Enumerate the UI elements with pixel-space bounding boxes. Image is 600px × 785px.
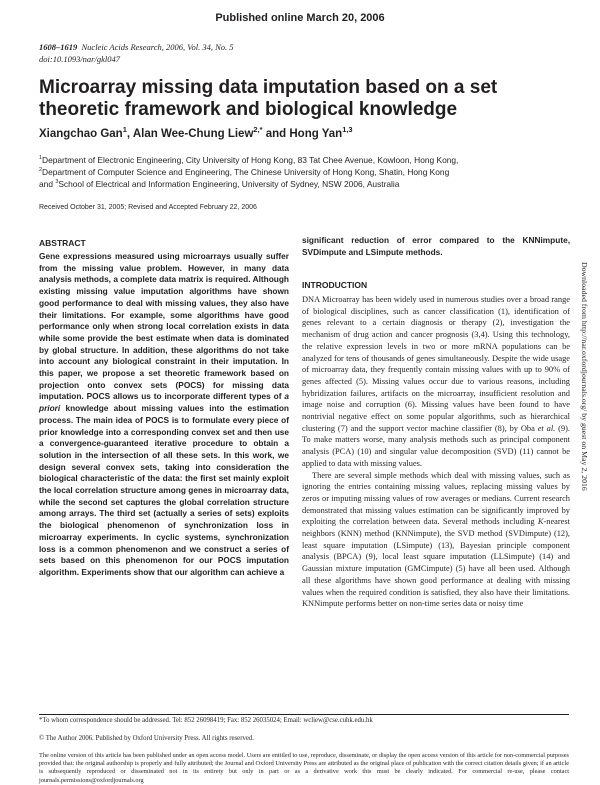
download-suffix: by guest on May 2, 2016 <box>580 411 589 491</box>
published-online-date: Published online March 20, 2006 <box>215 12 385 24</box>
author-name: Alan Wee-Chung Liew <box>132 128 254 140</box>
download-watermark <box>580 262 589 491</box>
affiliation-line <box>39 166 569 178</box>
author-name: Xiangchao Gan <box>39 128 123 140</box>
journal-site-link[interactable]: http://nar.oxfordjournals.org/ <box>580 320 589 412</box>
affiliation-text: Department of Electronic Engineering, City University of Hong Kong, 83 Tat Chee Avenue, Kowloon, Hong Kong, <box>42 155 459 165</box>
abstract-text-part: Gene expressions measured using microarrays usually suffer from the missing value problem. However, in many data analysis methods, a complete data matrix is required. Although existing missing value imputation algorithms have shown good performance to deal with missing values, they also have their limitations. For example, some algorithms have good performance only when strong local correlation exists in data while some provide the best estimate when data is dominated by global structure. In addition, these algorithms do not take into account any biological constraint in their imputation. In this paper, we propose a set theoretic framework based on projection onto convex sets (POCS) for missing data imputation. POCS allows us to incorporate different types of <box>39 251 289 402</box>
affiliation-connector: and <box>39 179 56 189</box>
paragraph-text: There are several simple methods which deal with missing values, such as ignoring the entries containing missing values, replacing missing values by zeros or imputing missing values of row averages or medians. Current research demonstrated that missing values estimation can be significantly improved by exploiting the correlation between data. Several methods including <box>302 470 570 527</box>
affiliation-mark: 3 <box>55 179 59 186</box>
paragraph-text: DNA Microarray has been widely used in numerous studies over a broad range of biological disciplines, such as cancer classification (1), identification of genes relevant to a certain diagnosis or therapy (2), investigation the mechanism of drug action and cancer prognosis (3,4). Using this technology, the relative expression levels in two or more mRNA populations can be analyzed for tens of thousands of genes simultaneously. Despite the wide usage of microarray data, they frequently contain missing values with up to 90% of genes affected (5). Missing values occur due to various reasons, including hybridization failures, artifacts on the microarray, insufficient resolution and image noise and corruption (6). Missing values have been found to have nontrivial negative effect on some popular algorithms, such as hierarchical clustering (7) and the support vector machine classifier (8), by Oba <box>302 295 570 433</box>
license-notice: The online version of this article has been published under an open access model. Users are entitled to use, reproduce, disseminate, or display the open access version of this article for non-commercial purposes provided that: the original authorship is properly and fully attributed; the Journal and Oxford University Press are attributed as the original place of publication with the correct citation details given; if an article is subsequently reproduced or disseminated not in its entirety but only in part or as a derivative work this must be clearly indicated. For commercial re-use, please contact journals.permissions@oxfordjournals.org <box>39 752 569 784</box>
abstract-text <box>39 251 289 579</box>
author-list <box>39 125 353 140</box>
received-dates: Received October 31, 2005; Revised and Accepted February 22, 2006 <box>39 204 257 211</box>
affiliation-mark: 2 <box>39 167 43 174</box>
abstract-text-part: knowledge about missing values into the estimation process. The main idea of POCS is to formulate every piece of prior knowledge into a corresponding convex set and then use a convergence-guaranteed iterative procedure to obtain a solution in the intersection of all these sets. In this work, we design several convex sets, taking into consideration the biological characteristic of the data: the first set mainly exploit the local correlation structure among genes in microarray data, while the second set captures the global correlation structure among arrays. The third set (actually a series of sets) exploits the biological phenomenon of synchronization loss in microarray experiments. In cyclic systems, synchronization loss is a common phenomenon and we construct a series of sets based on this phenomenon for our POCS imputation algorithm. Experiments show that our algorithm can achieve a <box>39 403 289 577</box>
article-title: Microarray missing data imputation based on a set theoretic framework and biological knowledge <box>39 77 498 120</box>
paragraph-emphasis: et al. <box>537 423 556 433</box>
author-name: Hong Yan <box>289 128 343 140</box>
affiliation-line <box>39 178 569 190</box>
journal-citation <box>39 42 234 52</box>
paragraph <box>302 294 570 470</box>
affiliations <box>39 154 569 190</box>
abstract-continuation: significant reduction of error compared to the KNNimpute, SVDimpute and LSimpute methods. <box>302 235 570 257</box>
author-separator: and <box>262 128 290 140</box>
correspondence-footnote: *To whom correspondence should be addressed. Tel: 852 26098419; Fax: 852 26035024; Email: wcliew@cse.cuhk.edu.hk <box>39 717 373 724</box>
affiliation-text: Department of Computer Science and Engineering, The Chinese University of Hong Kong, Shatin, Hong Kong <box>42 167 450 177</box>
affiliation-mark: 1 <box>39 155 43 162</box>
author-separator: , <box>126 128 133 140</box>
affiliation-text: School of Electrical and Information Engineering, University of Sydney, NSW 2006, Australia <box>58 179 400 189</box>
paragraph-emphasis: K <box>537 517 544 527</box>
author-affiliation-mark: 2,* <box>253 125 263 135</box>
paragraph-text: (9). To make matters worse, many analysis methods such as principal component analysis (PCA) (10) and singular value decomposition (SVD) (11) cannot be applied to data with missing values. <box>302 423 571 468</box>
journal-name: Nucleic Acids Research, 2006, Vol. 34, No. 5 <box>81 42 234 52</box>
author-affiliation-mark: 1 <box>122 125 127 135</box>
introduction-heading: INTRODUCTION <box>302 280 368 290</box>
footnote-divider <box>39 714 569 715</box>
abstract-emphasis: a priori <box>39 391 289 414</box>
author-affiliation-mark: 1,3 <box>342 125 353 135</box>
paragraph <box>302 470 570 610</box>
doi: doi:10.1093/nar/gkl047 <box>39 54 120 64</box>
copyright-notice: © The Author 2006. Published by Oxford University Press. All rights reserved. <box>39 735 254 742</box>
abstract-heading: ABSTRACT <box>39 238 86 248</box>
introduction-text <box>302 294 570 610</box>
paragraph-text: -nearest neighbors (KNN) method (KNNimpute), the SVD method (SVDimpute) (12), least square imputation (LSimpute) (13), Bayesian principle component analysis (BPCA) (9), local least square imputation (LLSimpute) (14) and Gaussian mixture imputation (GMCimpute) (5) have all been used. Although all these algorithms have shown good performance at dealing with missing values when the required condition is satisfied, they also have their limitations. KNNimpute performs better on non-time series data or noisy time <box>302 517 570 609</box>
page-range: 1608–1619 <box>39 42 78 52</box>
affiliation-line <box>39 154 569 166</box>
download-prefix: Downloaded from <box>580 262 589 321</box>
